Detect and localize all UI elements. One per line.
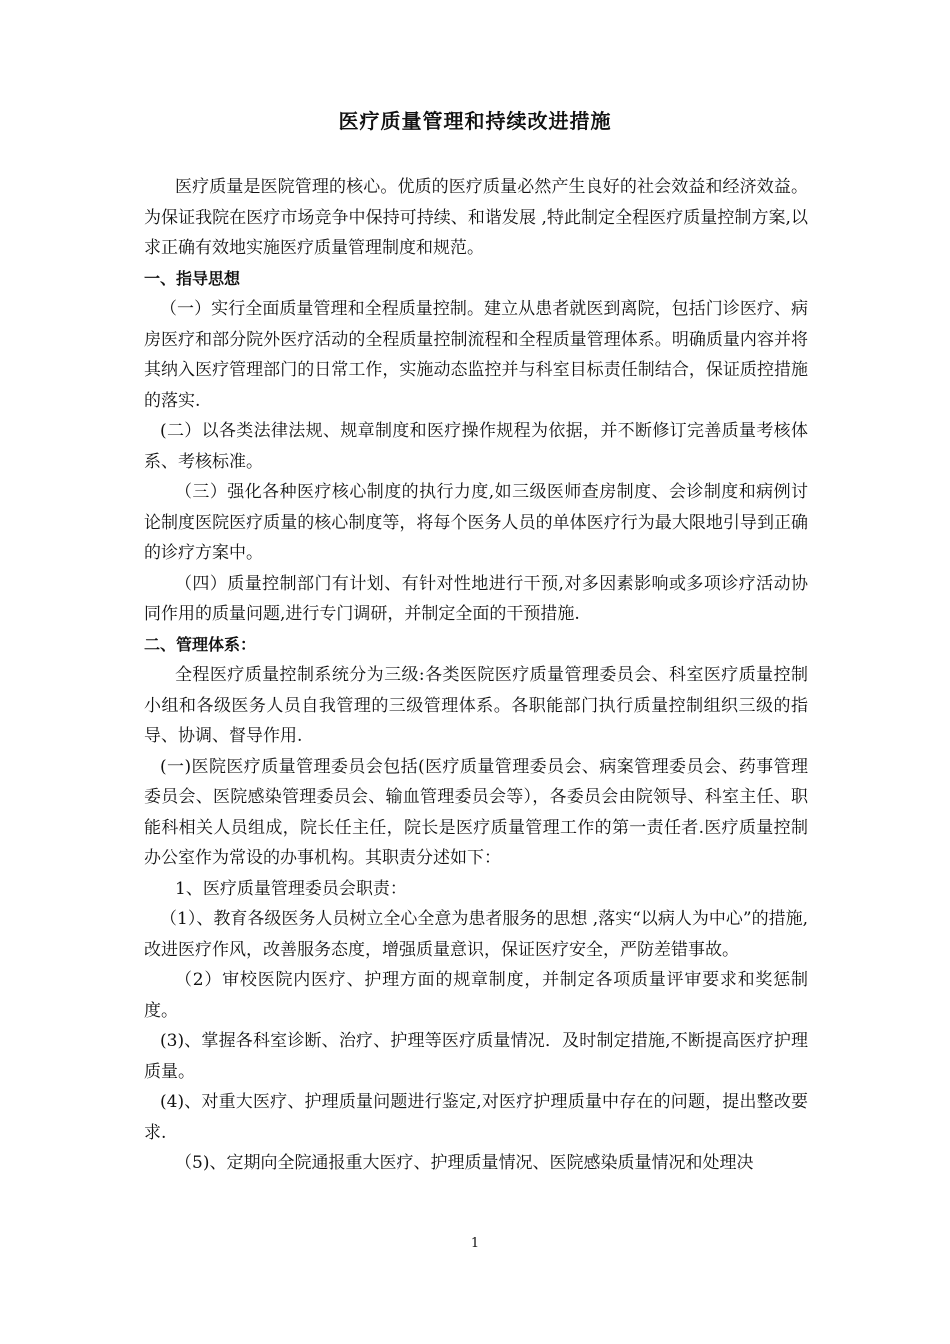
management-system-intro: 全程医疗质量控制系统分为三级:各类医院医疗质量管理委员会、科室医疗质量控制小组和各级医务人员自我管理的三级管理体系。各职能部门执行质量控制组织三级的指导、协调、督导作用. xyxy=(144,665,808,746)
page-number: 1 xyxy=(470,1236,480,1251)
duty-item-2: （2）审校医院内医疗、护理方面的规章制度，并制定各项质量评审要求和奖惩制度。 xyxy=(144,970,808,1021)
guiding-item-4: （四）质量控制部门有计划、有针对性地进行干预,对多因素影响或多项诊疗活动协同作用的质量问题,进行专门调研，并制定全面的干预措施. xyxy=(144,573,808,624)
guiding-item-3: （三）强化各种医疗核心制度的执行力度,如三级医师查房制度、会诊制度和病例讨论制度医院医疗质量的核心制度等，将每个医务人员的单体医疗行为最大限地引导到正确的诊疗方案中。 xyxy=(144,482,808,563)
committee-composition-paragraph: (一)医院医疗质量管理委员会包括(医疗质量管理委员会、病案管理委员会、药事管理委员会、医院感染管理委员会、输血管理委员会等），各委员会由院领导、科室主任、职能科相关人员组成，院长任主任，院长是医疗质量管理工作的第一责任者.医疗质量控制办公室作为常设的办事机构。其职责分述如下： xyxy=(144,756,808,868)
document-title: 医疗质量管理和持续改进措施 xyxy=(338,109,612,133)
duty-item-5: （5)、定期向全院通报重大医疗、护理质量情况、医院感染质量情况和处理决 xyxy=(175,1153,754,1173)
section-heading-guiding-ideology: 一、指导思想 xyxy=(144,268,241,288)
committee-duties-heading: 1、医疗质量管理委员会职责： xyxy=(175,878,407,899)
duty-item-1: （1）、教育各级医务人员树立全心全意为患者服务的思想 ,落实“以病人为中心”的措施,改进医疗作风，改善服务态度，增强质量意识，保证医疗安全，严防差错事故。 xyxy=(144,909,808,960)
duty-item-4: (4)、对重大医疗、护理质量问题进行鉴定,对医疗护理质量中存在的问题，提出整改要求. xyxy=(144,1092,808,1143)
document-body xyxy=(144,172,808,1179)
duty-item-3: (3)、掌握各科室诊断、治疗、护理等医疗质量情况．及时制定措施,不断提高医疗护理质量。 xyxy=(144,1031,808,1082)
guiding-item-2: (二）以各类法律法规、规章制度和医疗操作规程为依据，并不断修订完善质量考核体系、考核标准。 xyxy=(144,421,808,472)
section-heading-management-system: 二、管理体系： xyxy=(144,634,257,654)
intro-paragraph: 医疗质量是医院管理的核心。优质的医疗质量必然产生良好的社会效益和经济效益。为保证我院在医疗市场竞争中保持可持续、和谐发展 ,特此制定全程医疗质量控制方案,以求正确有效地实施医疗质量管理制度和规范。 xyxy=(144,177,808,258)
guiding-item-1: （一）实行全面质量管理和全程质量控制。建立从患者就医到离院，包括门诊医疗、病房医疗和部分院外医疗活动的全程质量控制流程和全程质量管理体系。明确质量内容并将其纳入医疗管理部门的日常工作，实施动态监控并与科室目标责任制结合，保证质控措施的落实. xyxy=(144,299,808,411)
